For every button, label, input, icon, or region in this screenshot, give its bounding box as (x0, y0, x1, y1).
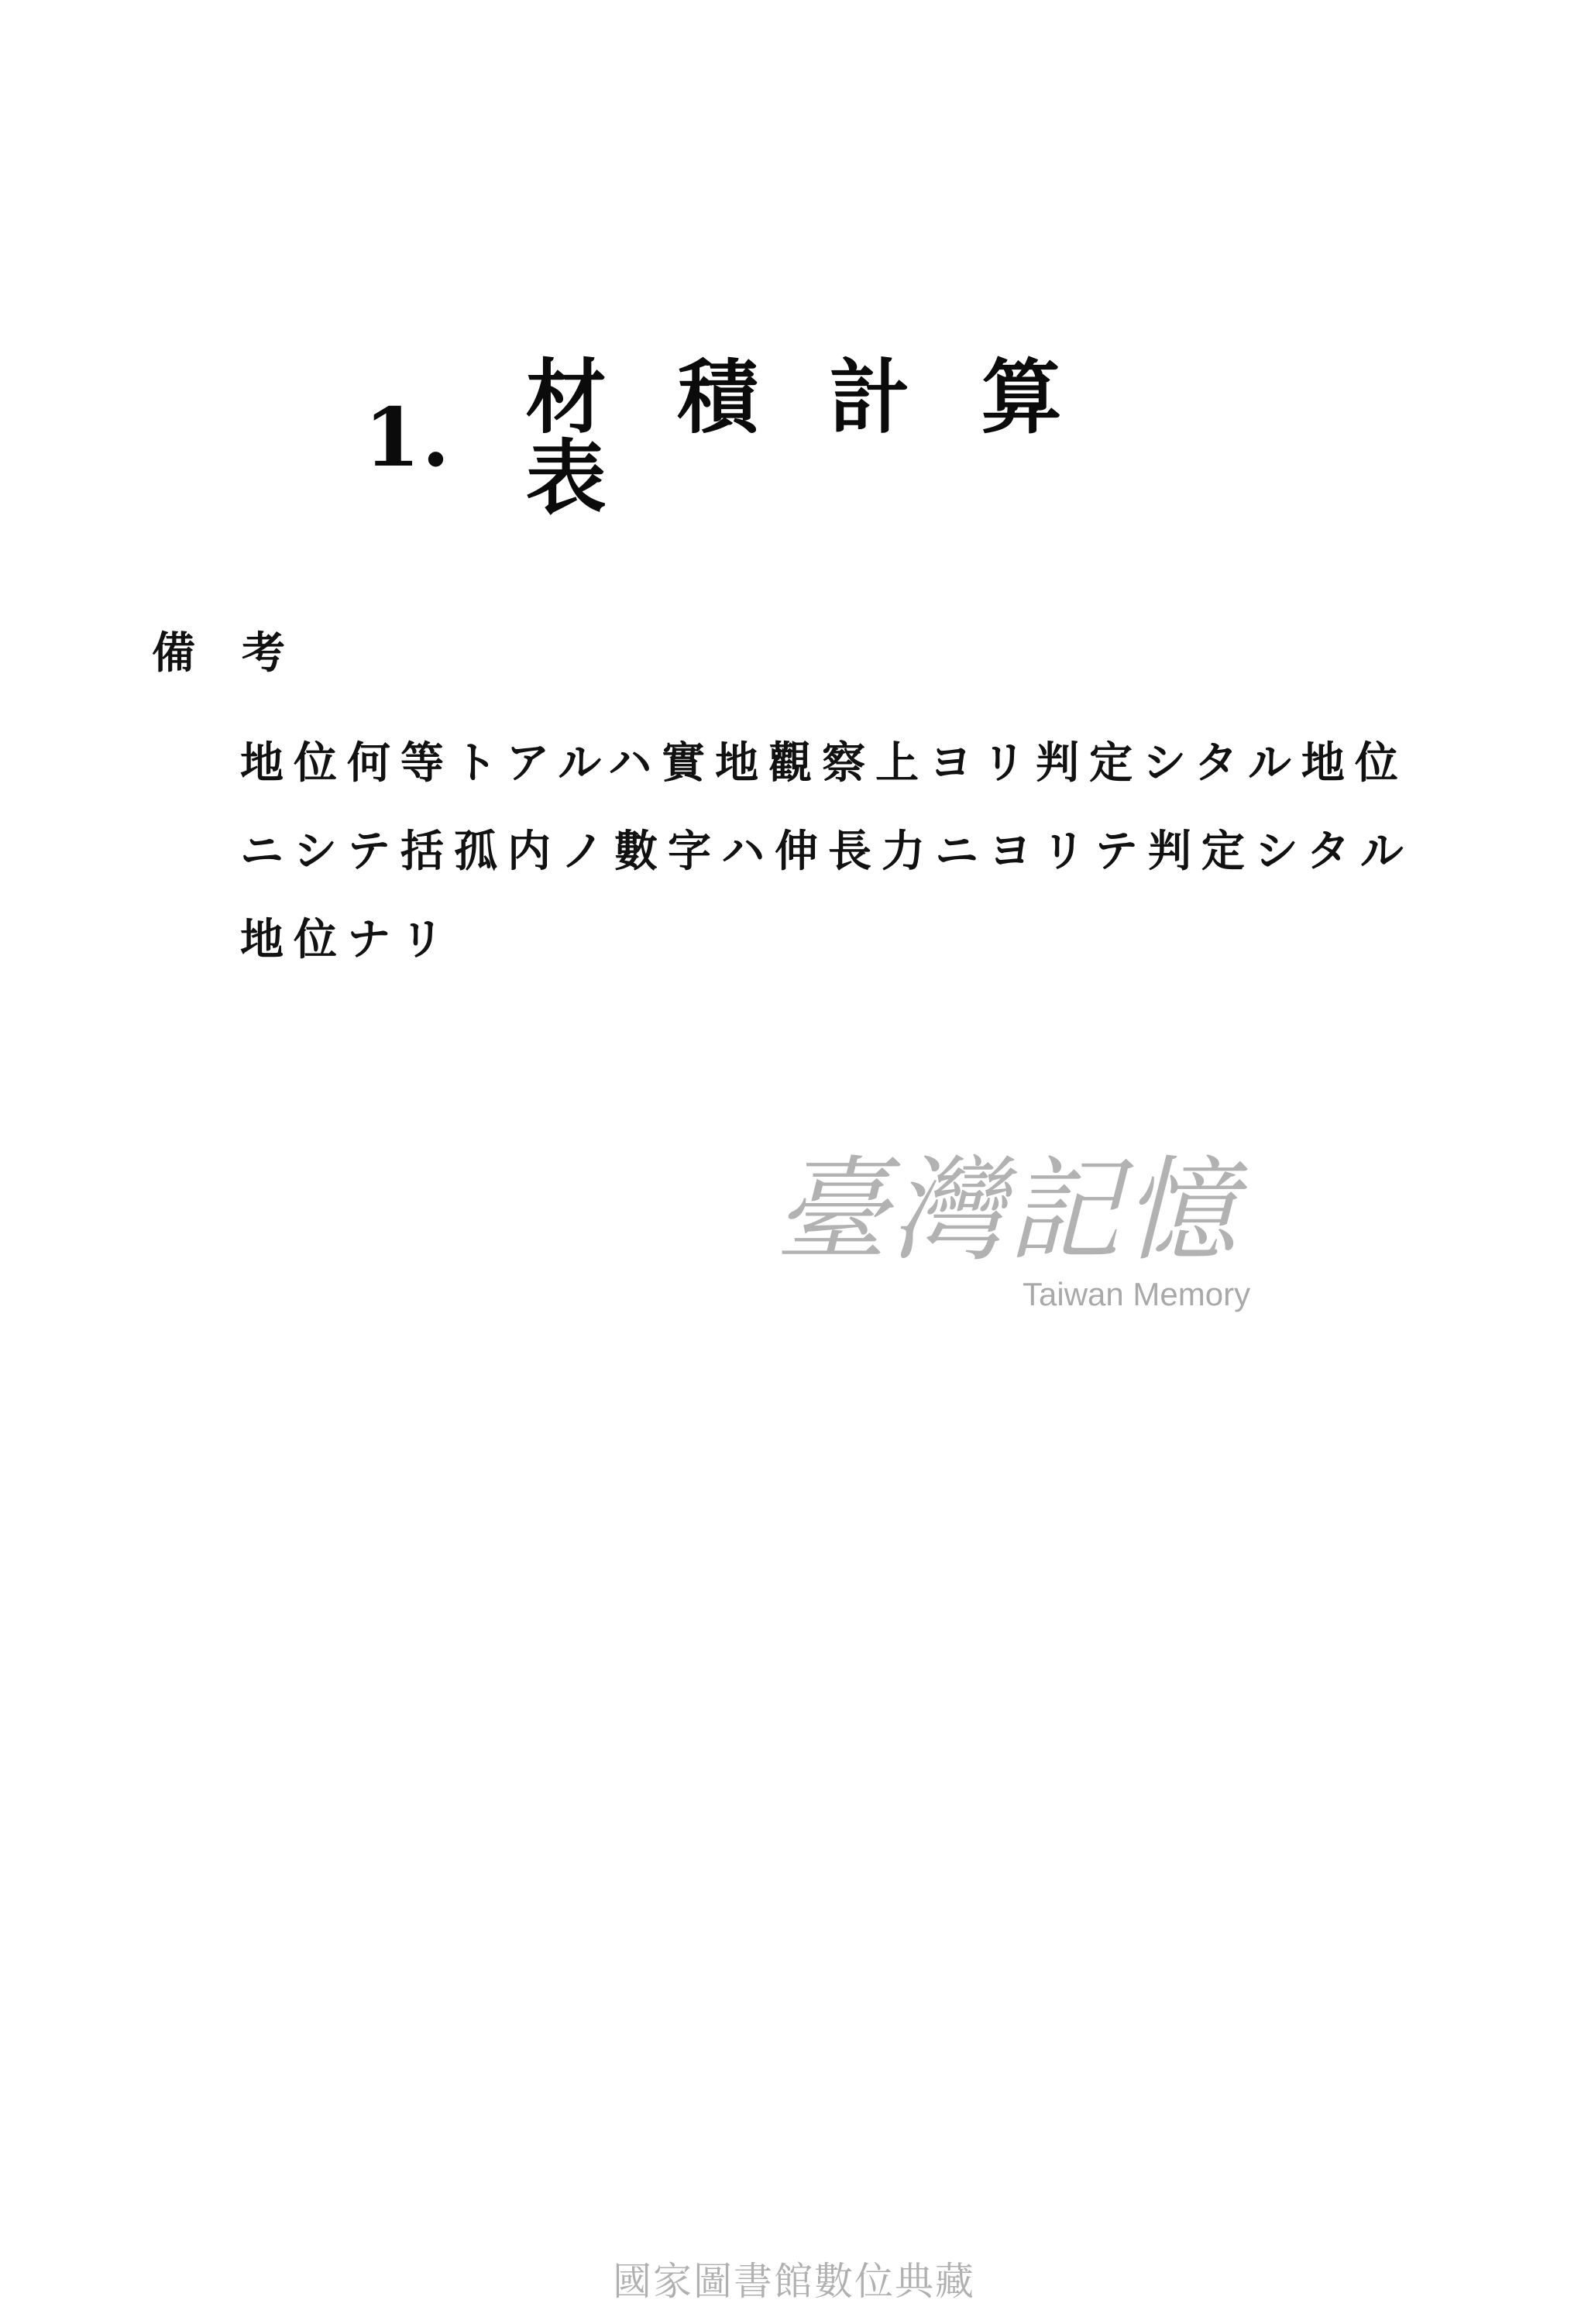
title-text: 材積計算表 (525, 349, 1133, 525)
remarks-heading: 備考 (152, 627, 332, 679)
title-number: 1. (364, 390, 452, 485)
footer-credit: 國家圖書館數位典藏 (613, 2259, 975, 2304)
remarks-line: ニシテ括孤内ノ數字ハ伸長力ニヨリテ判定シタル (240, 826, 1414, 877)
remarks-line: 地位ナリ (240, 914, 454, 965)
watermark-chinese: 臺灣記憶 (775, 1145, 1239, 1277)
remarks-line: 地位何等トアルハ實地觀察上ヨリ判定シタル地位 (240, 737, 1408, 789)
watermark-english: Taiwan Memory (1023, 1276, 1251, 1312)
page-title (364, 349, 1255, 525)
taiwan-memory-watermark (775, 1145, 1286, 1332)
remarks-body (240, 732, 1449, 997)
